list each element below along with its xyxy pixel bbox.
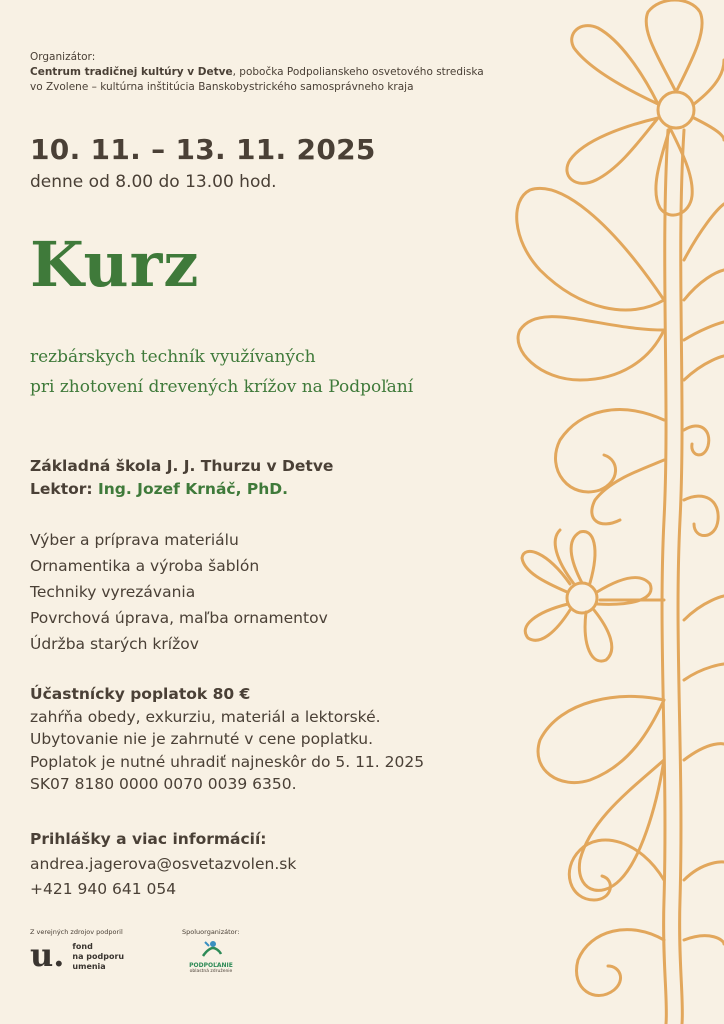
- fee-title: Účastnícky poplatok 80 €: [30, 685, 251, 703]
- topics-list: [30, 527, 328, 657]
- topic-item: Výber a príprava materiálu: [30, 531, 239, 549]
- fee-iban: SK07 8180 0000 0070 0039 6350.: [30, 775, 297, 793]
- fee-block: [30, 683, 424, 796]
- contact-block: [30, 827, 296, 902]
- podpolanie-logo: [186, 940, 236, 974]
- event-hours: denne od 8.00 do 13.00 hod.: [30, 172, 277, 192]
- topic-item: Techniky vyrezávania: [30, 583, 196, 601]
- fpu-line: na podporu: [72, 952, 125, 961]
- fee-line: zahŕňa obedy, exkurziu, materiál a lektorské.: [30, 707, 381, 726]
- contact-title: Prihlášky a viac informácií:: [30, 830, 267, 848]
- fpu-logo-block: [30, 928, 124, 972]
- organizer-line2: vo Zvolene – kultúrna inštitúcia Banskobystrického samosprávneho kraja: [30, 81, 414, 93]
- organizer-line1-rest: , pobočka Podpolianskeho osvetového strediska: [232, 66, 484, 78]
- fee-line: Ubytovanie nie je zahrnuté v cene poplatku.: [30, 730, 374, 748]
- fee-line: Poplatok je nutné uhradiť najneskôr do 5. 11. 2025: [30, 752, 425, 771]
- event-subtitle-line2: pri zhotovení drevených krížov na Podpoľaní: [30, 377, 414, 397]
- organizer-name: Centrum tradičnej kultúry v Detve: [30, 66, 233, 78]
- event-subtitle: [30, 342, 413, 402]
- support-caption: Z verejných zdrojov podporil: [30, 928, 123, 936]
- topic-item: Údržba starých krížov: [30, 635, 199, 653]
- event-title: Kurz: [30, 228, 200, 301]
- topic-item: Povrchová úprava, maľba ornamentov: [30, 609, 328, 627]
- organizer-label: Organizátor:: [30, 51, 96, 63]
- coorganizer-caption: Spoluorganizátor:: [182, 928, 240, 936]
- event-subtitle-line1: rezbárskych techník využívaných: [30, 347, 316, 367]
- coorganizer-name: PODPOĽANIE: [189, 962, 233, 969]
- fpu-logo: [30, 936, 125, 974]
- fpu-line: fond: [72, 942, 93, 951]
- fpu-text: [72, 942, 124, 972]
- topic-item: Ornamentika a výroba šablón: [30, 557, 260, 575]
- organizer-block: [30, 50, 484, 95]
- coorganizer-block: [182, 928, 239, 974]
- podpolanie-figure-icon: [199, 940, 223, 958]
- fpu-line: umenia: [72, 962, 106, 971]
- lector-label: Lektor:: [30, 480, 98, 498]
- event-dates: 10. 11. – 13. 11. 2025: [30, 133, 376, 166]
- contact-phone[interactable]: +421 940 641 054: [30, 880, 177, 898]
- fpu-mark: u.: [30, 936, 65, 974]
- coorganizer-sub: oblastná združenie: [189, 969, 233, 974]
- contact-email-link[interactable]: andrea.jagerova@osvetazvolen.sk: [30, 855, 297, 873]
- venue-school: Základná škola J. J. Thurzu v Detve: [30, 457, 334, 475]
- lector-name: Ing. Jozef Krnáč, PhD.: [98, 480, 289, 498]
- venue-block: [30, 455, 333, 501]
